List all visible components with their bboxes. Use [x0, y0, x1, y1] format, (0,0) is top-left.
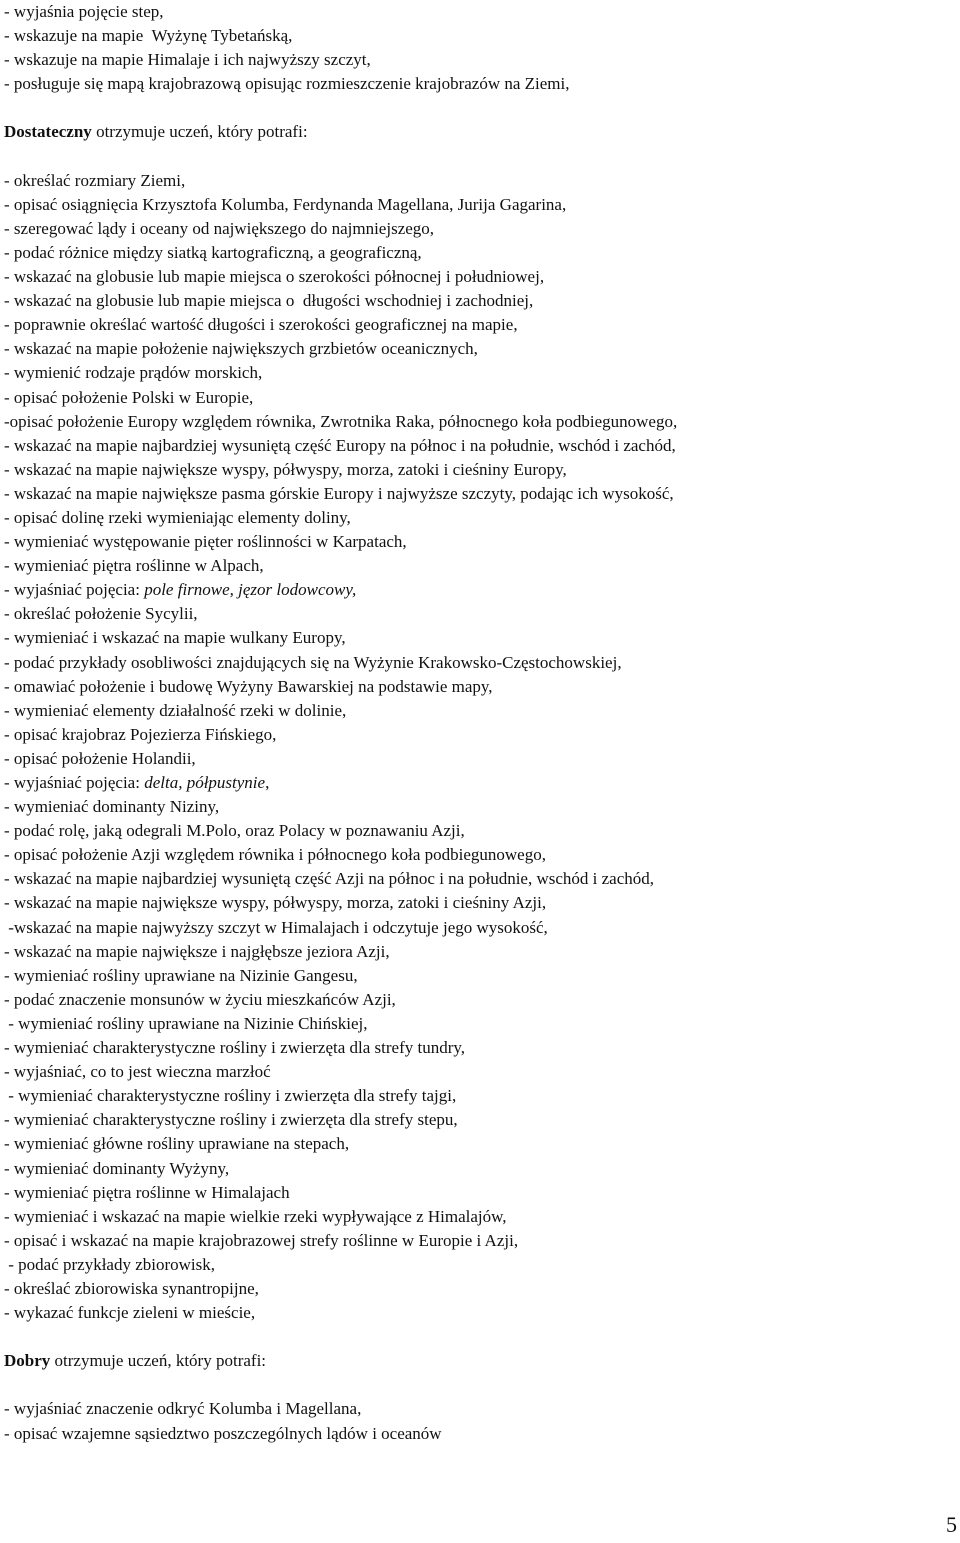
list-item: - wskazać na mapie najbardziej wysuniętą część Azji na północ i na południe, wschód i zachód, — [4, 869, 655, 889]
list-item: - wyjaśniać znaczenie odkryć Kolumba i Magellana, — [4, 1399, 362, 1419]
list-item: - wymieniać elementy działalność rzeki w dolinie, — [4, 700, 347, 720]
list-item — [4, 771, 954, 795]
list-item: - wymieniać dominanty Niziny, — [4, 797, 220, 817]
list-item: - poprawnie określać wartość długości i szerokości geograficznej na mapie, — [4, 315, 518, 335]
list-item: - wymieniać występowanie pięter roślinności w Karpatach, — [4, 532, 407, 552]
list-item: - wskazać na mapie najbardziej wysuniętą część Europy na północ i na południe, wschód i zachód, — [4, 435, 676, 455]
list-item: - określać rozmiary Ziemi, — [4, 170, 186, 190]
list-item-suffix: , — [265, 773, 270, 792]
list-item: - określać zbiorowiska synantropijne, — [4, 1278, 259, 1298]
list-item: - wymieniać i wskazać na mapie wulkany Europy, — [4, 628, 346, 648]
spacer — [4, 1325, 954, 1349]
list-item: - określać położenie Sycylii, — [4, 604, 198, 624]
grade-name: Dostateczny — [4, 122, 92, 142]
list-item: - wymieniać charakterystyczne rośliny i zwierzęta dla strefy tundry, — [4, 1038, 466, 1058]
spacer — [4, 145, 954, 169]
list-section-1 — [4, 0, 954, 96]
list-item: - wskazać na mapie największe wyspy, półwyspy, morza, zatoki i cieśniny Azji, — [4, 893, 547, 913]
grade-name: Dobry — [4, 1351, 51, 1371]
list-item: - wymieniać rośliny uprawiane na Nizinie Chińskiej, — [4, 1013, 368, 1033]
list-item: - opisać położenie Azji względem równika i północnego koła podbiegunowego, — [4, 845, 546, 865]
document-body — [4, 0, 954, 1446]
list-section-2a — [4, 169, 954, 579]
list-item: - wymieniać charakterystyczne rośliny i zwierzęta dla strefy tajgi, — [4, 1086, 457, 1106]
list-item: - opisać położenie Polski w Europie, — [4, 387, 254, 407]
list-item: - wymieniać główne rośliny uprawiane na stepach, — [4, 1134, 350, 1154]
list-item: - podać przykłady osobliwości znajdujących się na Wyżynie Krakowsko-Częstochowskiej, — [4, 652, 622, 672]
list-item: - opisać dolinę rzeki wymieniając elementy doliny, — [4, 507, 351, 527]
list-item: - wskazać na mapie największe wyspy, półwyspy, morza, zatoki i cieśniny Europy, — [4, 459, 567, 479]
italic-terms: delta, półpustynie — [144, 773, 266, 792]
list-item: - opisać i wskazać na mapie krajobrazowej strefy roślinne w Europie i Azji, — [4, 1230, 519, 1250]
list-item: - opisać osiągnięcia Krzysztofa Kolumba, Ferdynanda Magellana, Jurija Gagarina, — [4, 194, 567, 214]
list-item: - omawiać położenie i budowę Wyżyny Bawarskiej na podstawie mapy, — [4, 676, 493, 696]
page-number: 5 — [946, 1512, 957, 1537]
list-item: - wyjaśnia pojęcie step, — [4, 2, 164, 21]
spacer — [4, 96, 954, 120]
list-item: - posługuje się mapą krajobrazową opisując rozmieszczenie krajobrazów na Ziemi, — [4, 74, 570, 94]
list-item: - wymieniać i wskazać na mapie wielkie rzeki wypływające z Himalajów, — [4, 1206, 507, 1226]
list-item: - wskazać na mapie największe pasma górskie Europy i najwyższe szczyty, podając ich wysokość, — [4, 483, 674, 503]
list-item: - opisać położenie Holandii, — [4, 748, 196, 768]
list-item: - wymienić rodzaje prądów morskich, — [4, 363, 263, 383]
list-item — [4, 578, 954, 602]
list-item: - wskazać na globusie lub mapie miejsca o szerokości północnej i południowej, — [4, 267, 545, 287]
list-item: - wymieniać dominanty Wyżyny, — [4, 1158, 230, 1178]
list-item: - wskazać na mapie położenie największych grzbietów oceanicznych, — [4, 339, 478, 359]
list-item: - podać przykłady zbiorowisk, — [4, 1254, 216, 1274]
list-section-3 — [4, 1397, 954, 1445]
list-item: - wskazać na mapie największe i najgłębsze jeziora Azji, — [4, 941, 390, 961]
list-item: - szeregować lądy i oceany od największego do najmniejszego, — [4, 218, 435, 238]
list-item: - wskazuje na mapie Wyżynę Tybetańską, — [4, 26, 293, 46]
list-item: - podać znaczenie monsunów w życiu mieszkańców Azji, — [4, 989, 396, 1009]
spacer — [4, 1373, 954, 1397]
list-item: - wyjaśniać, co to jest wieczna marzłoć — [4, 1062, 271, 1082]
heading-text: otrzymuje uczeń, który potrafi: — [50, 1351, 267, 1371]
list-item: - opisać krajobraz Pojezierza Fińskiego, — [4, 724, 277, 744]
list-section-2c — [4, 795, 954, 1325]
list-item: - wymieniać rośliny uprawiane na Nizinie Gangesu, — [4, 965, 358, 985]
list-item: -wskazać na mapie najwyższy szczyt w Himalajach i odczytuje jego wysokość, — [4, 917, 548, 937]
grade-heading-dobry — [4, 1349, 954, 1373]
list-item-text: - wyjaśniać pojęcia: — [4, 773, 145, 792]
italic-terms: pole firnowe, jęzor lodowcowy, — [144, 580, 357, 600]
list-item: - wykazać funkcje zieleni w mieście, — [4, 1303, 256, 1323]
list-item: - wymieniać piętra roślinne w Himalajach — [4, 1182, 290, 1202]
heading-text: otrzymuje uczeń, który potrafi: — [91, 122, 308, 142]
list-item: - podać rolę, jaką odegrali M.Polo, oraz Polacy w poznawaniu Azji, — [4, 821, 465, 841]
list-item: -opisać położenie Europy względem równika, Zwrotnika Raka, północnego koła podbiegunowego, — [4, 411, 678, 431]
list-item: - wskazać na globusie lub mapie miejsca o długości wschodniej i zachodniej, — [4, 291, 534, 311]
list-item-text: - wyjaśniać pojęcia: — [4, 580, 145, 600]
list-section-2b — [4, 602, 954, 771]
grade-heading-dostateczny — [4, 120, 954, 144]
list-item: - wymieniać piętra roślinne w Alpach, — [4, 556, 264, 576]
list-item: - wskazuje na mapie Himalaje i ich najwyższy szczyt, — [4, 50, 371, 70]
list-item: - wymieniać charakterystyczne rośliny i zwierzęta dla strefy stepu, — [4, 1110, 458, 1130]
list-item: - podać różnice między siatką kartograficzną, a geograficzną, — [4, 242, 422, 262]
list-item: - opisać wzajemne sąsiedztwo poszczególnych lądów i oceanów — [4, 1423, 442, 1443]
